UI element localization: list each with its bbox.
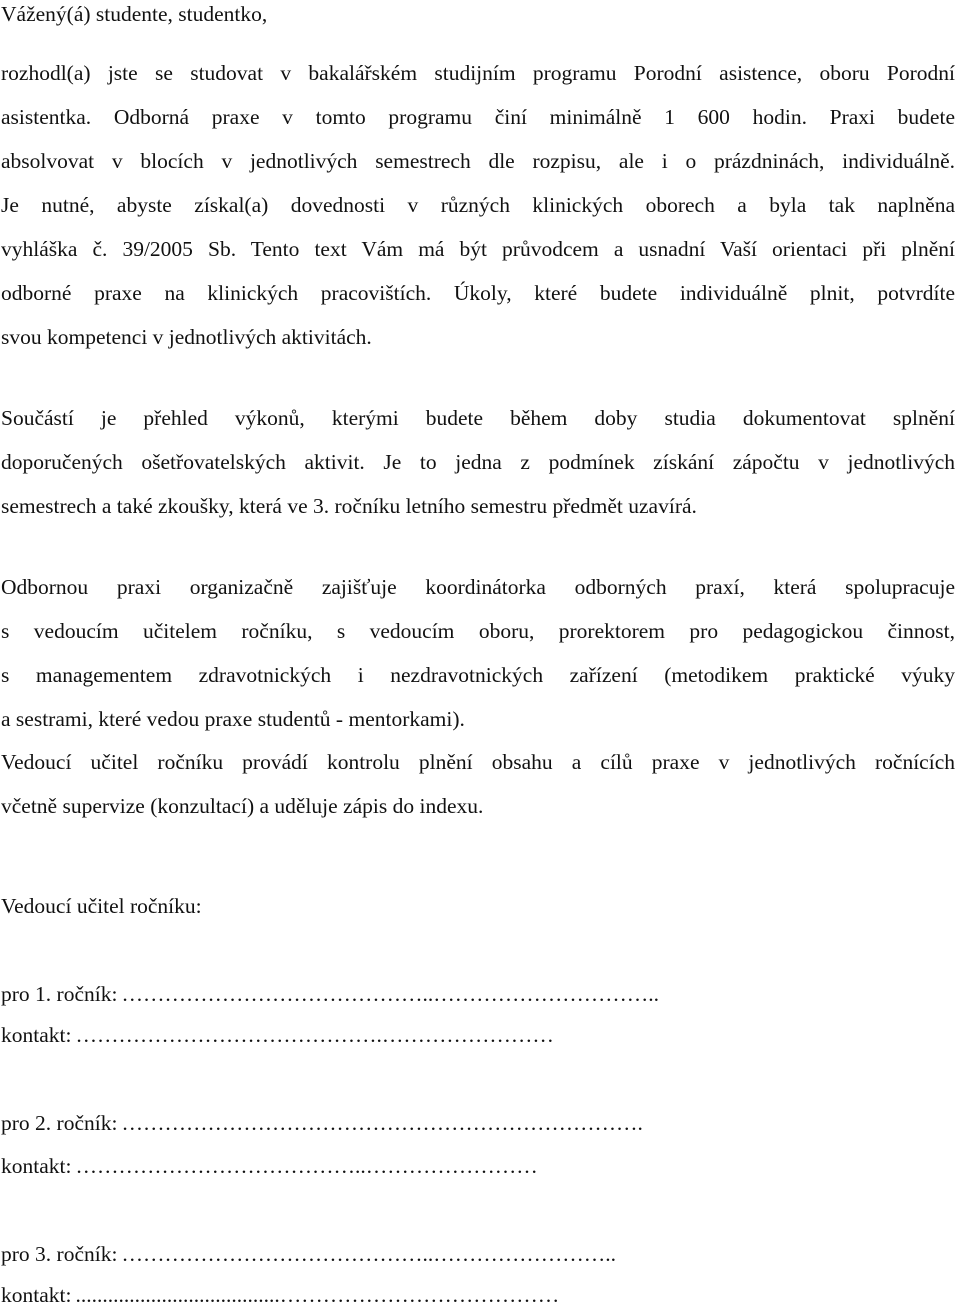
paragraph-4-line: včetně supervize (konzultací) a uděluje zápis do indexu. [1,794,484,818]
year-3-fill: ……………………………………..…………………….. [121,1242,616,1266]
contact-3-label: kontakt: [1,1283,72,1307]
year-3-label: pro 3. ročník: [1,1242,118,1266]
paragraph-4-line: Vedoucí učitel ročníku provádí kontrolu plnění obsahu a cílů praxe v jednotlivých ročnících [1,750,955,774]
paragraph-1-line: Je nutné, abyste získal(a) dovednosti v různých klinických oborech a byla tak naplněna [1,193,955,217]
year-2-fill: ………………………………………………………………. [121,1111,643,1135]
contact-2-field [1,1152,538,1180]
contact-1-field [1,1021,554,1049]
paragraph-1-line: absolvovat v blocích v jednotlivých semestrech dle rozpisu, ale i o prázdninách, individuálně. [1,149,955,173]
contact-3-fill: ......................................………………………………… [75,1283,560,1307]
paragraph-3-line: a sestrami, které vedou praxe studentů - mentorkami). [1,707,465,731]
contact-2-fill: …………………………………..…………………… [75,1154,538,1178]
paragraph-1-line: asistentka. Odborná praxe v tomto programu činí minimálně 1 600 hodin. Praxi budete [1,105,955,129]
contact-2-label: kontakt: [1,1154,72,1178]
contact-3-field [1,1281,559,1309]
year-2-label: pro 2. ročník: [1,1111,118,1135]
section-heading: Vedoucí učitel ročníku: [1,894,202,918]
paragraph-1-line: rozhodl(a) jste se studovat v bakalářském studijním programu Porodní asistence, oboru Porodní [1,61,955,85]
paragraph-1-line: vyhláška č. 39/2005 Sb. Tento text Vám má být průvodcem a usnadní Vaší orientaci při plnění [1,237,955,261]
year-3-field [1,1240,616,1268]
paragraph-2-line: doporučených ošetřovatelských aktivit. Je to jedna z podmínek získání zápočtu v jednotlivých [1,450,955,474]
year-2-field [1,1109,643,1137]
year-1-label: pro 1. ročník: [1,982,118,1006]
year-1-fill: ……………………………………..………………………….. [121,982,659,1006]
paragraph-2-line: Součástí je přehled výkonů, kterými budete během doby studia dokumentovat splnění [1,406,955,430]
paragraph-3-line: Odbornou praxi organizačně zajišťuje koordinátorka odborných praxí, která spolupracuje [1,575,955,599]
paragraph-2-line: semestrech a také zkoušky, která ve 3. ročníku letního semestru předmět uzavírá. [1,494,697,518]
contact-1-fill: …………………………………….…………………… [75,1023,554,1047]
paragraph-1-line: svou kompetenci v jednotlivých aktivitách. [1,325,372,349]
paragraph-3-line: s managementem zdravotnických i nezdravotnických zařízení (metodikem praktické výuky [1,663,955,687]
paragraph-1-line: odborné praxe na klinických pracovištích. Úkoly, které budete individuálně plnit, potvrdíte [1,281,955,305]
contact-1-label: kontakt: [1,1023,72,1047]
paragraph-3-line: s vedoucím učitelem ročníku, s vedoucím oboru, prorektorem pro pedagogickou činnost, [1,619,955,643]
year-1-field [1,980,659,1008]
salutation: Vážený(á) studente, studentko, [1,2,268,26]
